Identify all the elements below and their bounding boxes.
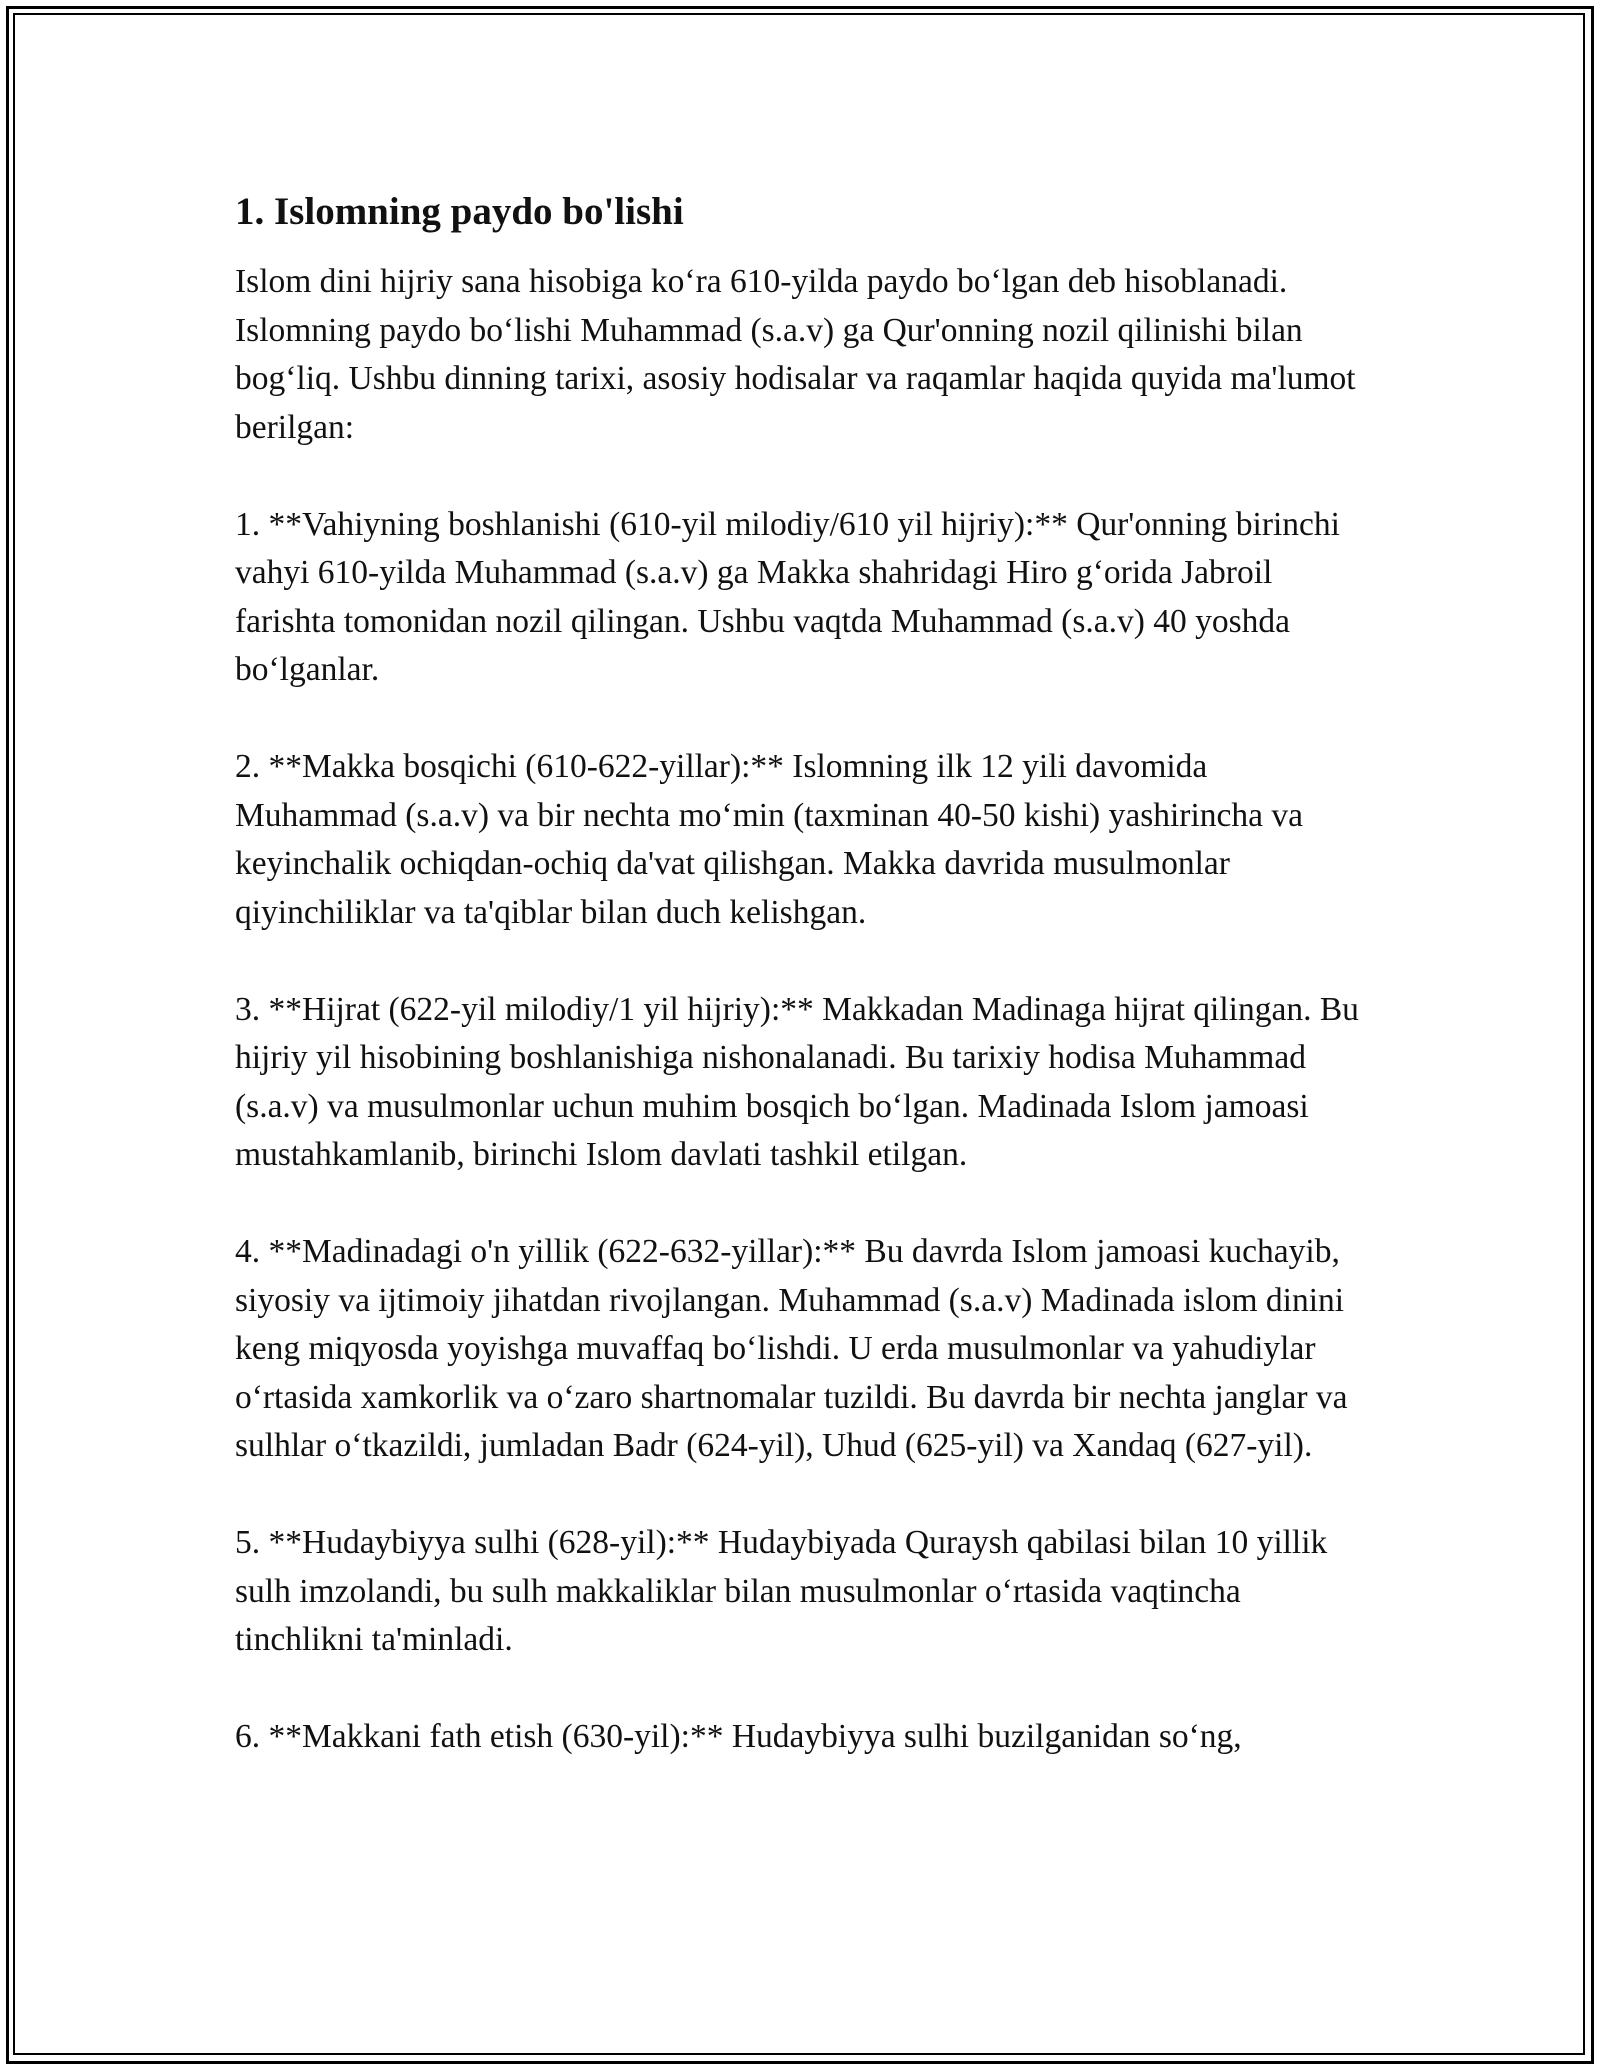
list-item-1: 1. **Vahiyning boshlanishi (610-yil milodiy/610 yil hijriy):** Qur'onning birinchi vahyi 610-yilda Muhammad (s.a.v) ga Makka shahridagi Hiro g‘orida Jabroil farishta tomonidan nozil qilingan. Ushbu vaqtda Muhammad (s.a.v) 40 yoshda bo‘lganlar. [235,505,1340,688]
document-title: 1. Islomning paydo bo'lishi [235,190,684,233]
list-item-4: 4. **Madinadagi o'n yillik (622-632-yillar):** Bu davrda Islom jamoasi kuchayib, siyosiy va ijtimoiy jihatdan rivojlangan. Muhammad (s.a.v) Madinada islom dinini keng miqyosda yoyishga muvaffaq bo‘lishdi. U erda musulmonlar va yahudiylar o‘rtasida xamkorlik va o‘zaro shartnomalar tuzildi. Bu davrda bir nechta janglar va sulhlar o‘tkazildi, jumladan Badr (624-yil), Uhud (625-yil) va Xandaq (627-yil). [235,1233,1348,1464]
list-item-5: 5. **Hudaybiyya sulhi (628-yil):** Hudaybiyada Quraysh qabilasi bilan 10 yillik sulh imzolandi, bu sulh makkaliklar bilan musulmonlar o‘rtasida vaqtincha tinchlikni ta'minladi. [235,1524,1328,1658]
list-item-6: 6. **Makkani fath etish (630-yil):** Hudaybiyya sulhi buzilganidan so‘ng, [235,1718,1242,1755]
list-item-2: 2. **Makka bosqichi (610-622-yillar):** Islomning ilk 12 yili davomida Muhammad (s.a.v) va bir nechta mo‘min (taxminan 40-50 kishi) yashirincha va keyinchalik ochiqdan-ochiq da'vat qilishgan. Makka davrida musulmonlar qiyinchiliklar va ta'qiblar bilan duch kelishgan. [235,748,1303,931]
document-body [235,186,1375,1762]
intro-paragraph: Islom dini hijriy sana hisobiga ko‘ra 610-yilda paydo bo‘lgan deb hisoblanadi. Islomning paydo bo‘lishi Muhammad (s.a.v) ga Qur'onning nozil qilinishi bilan bog‘liq. Ushbu dinning tarixi, asosiy hodisalar va raqamlar haqida quyida ma'lumot berilgan: [235,263,1356,446]
list-item-3: 3. **Hijrat (622-yil milodiy/1 yil hijriy):** Makkadan Madinaga hijrat qilingan. Bu hijriy yil hisobining boshlanishiga nishonalanadi. Bu tarixiy hodisa Muhammad (s.a.v) va musulmonlar uchun muhim bosqich bo‘lgan. Madinada Islom jamoasi mustahkamlanib, birinchi Islom davlati tashkil etilgan. [235,990,1359,1173]
